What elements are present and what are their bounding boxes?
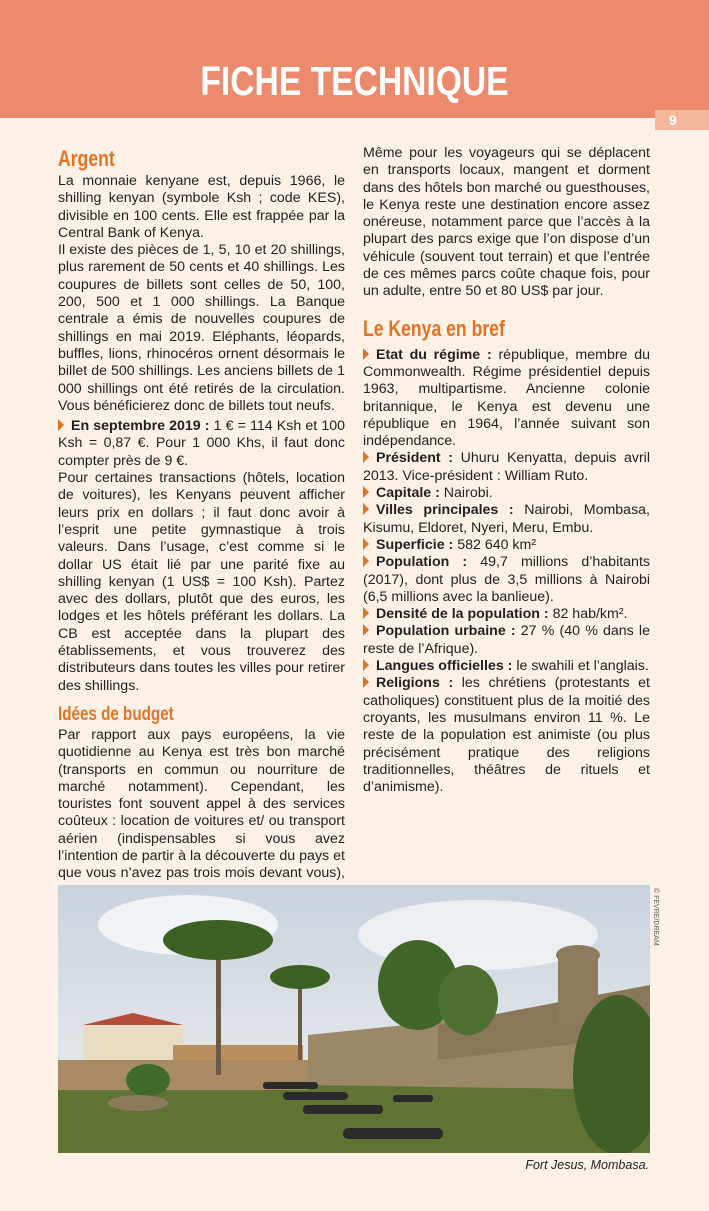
rate-text: 1 € = 114 Ksh et 100 Ksh = 0,87 €. Pour 1 000 Khs, il faut donc compter près de 9 €. (58, 418, 345, 469)
fact-text: république, membre du Commonwealth. Régime présidentiel depuis 1963, multipartisme. Ancienne colonie britannique, le Kenya est devenu une république en 1964, l’année suivant son indépendance. (363, 346, 650, 450)
budget-paragraph-2: Même pour les voyageurs qui se déplacent en transports locaux, mangent et dorment dans des hôtels bon marché ou guesthouses, le Kenya reste une destination encore assez onéreuse, notamment parce que l’accès à la plupart des parcs exige que l’on dispose d’un véhicule (souvent tout terrain) et que l’entrée de ces mêmes parcs coûte chaque fois, pour un adulte, entre 50 et 80 US$ par jour. (363, 145, 650, 300)
page-header (0, 0, 709, 118)
fact-label: Superficie : (376, 536, 454, 553)
photo-illustration (58, 885, 650, 1153)
kenya-fact-item (363, 502, 650, 537)
bullet-icon (58, 419, 64, 431)
page-number: 9 (669, 112, 677, 128)
kenya-fact-item (363, 450, 650, 485)
right-column (363, 145, 650, 796)
kenya-fact-item (363, 485, 650, 502)
kenya-heading: Le Kenya en bref (363, 315, 505, 341)
fact-text: les chrétiens (protestants et catholiques) constituent plus de la moitié des croyants, les musulmans environ 11 %. Le reste de la population est animiste (ou plus précisément pratique des religions traditionnelles, théâtres de rituels et d’animisme). (363, 675, 650, 796)
budget-heading: Idées de budget (58, 703, 174, 725)
kenya-fact-item (363, 675, 650, 796)
bullet-icon (363, 538, 369, 550)
rate-label: En septembre 2019 : (71, 418, 210, 435)
photo-credit (650, 888, 662, 968)
fact-text: 49,7 millions d’habitants (2017), dont plus de 3,5 millions à Nairobi (6,5 millions avec la banlieue). (363, 554, 650, 605)
fact-label: Capitale : (376, 485, 440, 502)
bullet-icon (363, 486, 369, 498)
argent-rate-paragraph (58, 418, 345, 470)
kenya-fact-item (363, 606, 650, 623)
fact-text: Uhuru Kenyatta, depuis avril 2013. Vice-président : William Ruto. (363, 450, 650, 484)
fact-label: Langues officielles : (376, 658, 513, 675)
fact-label: Religions : (376, 675, 454, 692)
bullet-icon (363, 624, 369, 636)
bullet-icon (363, 503, 369, 515)
fact-label: Population : (376, 554, 468, 571)
fact-text: le swahili et l’anglais. (512, 658, 649, 675)
fact-text: 582 640 km² (453, 536, 537, 553)
bullet-icon (363, 555, 369, 567)
bullet-icon (363, 659, 369, 671)
fact-label: Villes principales : (376, 502, 514, 519)
bullet-icon (363, 451, 369, 463)
fact-text: Nairobi. (439, 485, 493, 502)
kenya-fact-item (363, 554, 650, 606)
budget-paragraph-1: Par rapport aux pays européens, la vie quotidienne au Kenya est très bon marché (transports en commun ou nourriture de marché notamment). Cependant, les touristes font souvent appel à des services coûteux : location de voitures et/ ou transport aérien (indispensables si vous avez l’intention de partir à la découverte du pays et que vous n’avez pas trois mois devant vous), (58, 726, 345, 882)
fact-label: Président : (376, 450, 454, 467)
fact-label: Densité de la population : (376, 606, 549, 623)
fact-text: 82 hab/km². (548, 606, 628, 623)
argent-heading: Argent (58, 146, 115, 171)
bullet-icon (363, 607, 369, 619)
photo-caption: Fort Jesus, Mombasa. (525, 1158, 649, 1172)
kenya-fact-item (363, 623, 650, 658)
page-title: FICHE TECHNIQUE (200, 58, 509, 104)
left-column (58, 145, 345, 952)
kenya-fact-item (363, 347, 650, 451)
fact-text: Nairobi, Mombasa, Kisumu, Eldoret, Nyeri, Meru, Embu. (363, 502, 650, 536)
bullet-icon (363, 348, 369, 360)
argent-paragraph-4: Pour certaines transactions (hôtels, location de voitures), les Kenyans peuvent afficher leurs prix en dollars ; il faut donc avoir à l’esprit une petite gymnastique à trois valeurs. Dans l’usage, c’est comme si le dollar US était lié par une parité fixe au shilling kenyan (1 US$ = 100 Ksh). Partez avec des dollars, plutôt que des euros, les lodges et les hôtels préférant les dollars. La CB est acceptée dans la plupart des établissements, et vous trouverez des distributeurs dans toutes les villes pour retirer des shillings. (58, 470, 345, 694)
kenya-fact-item (363, 658, 650, 675)
kenya-fact-item (363, 537, 650, 554)
page-number-tab (655, 110, 709, 130)
bullet-icon (363, 676, 369, 688)
fact-text: 27 % (40 % dans le reste de l’Afrique). (363, 623, 650, 657)
argent-paragraph-2: Il existe des pièces de 1, 5, 10 et 20 shillings, plus rarement de 50 cents et 40 shillings. Les coupures de billets sont celles de 50, 100, 200, 500 et 1 000 shillings. La Banque centrale a émis de nouvelles coupures de shillings en mai 2019. Eléphants, léopards, buffles, lions, rhinocéros ornent désormais le billet de 500 shillings. Les anciens billets de 1 000 shillings ont été retirés de la circulation. Vous bénéficierez donc de billets tout neufs. (58, 242, 345, 414)
fact-label: Population urbaine : (376, 623, 516, 640)
fort-jesus-photo (58, 885, 650, 1153)
photo-credit-text: © FEVRE/DREAM (652, 888, 659, 946)
argent-paragraph-1: La monnaie kenyane est, depuis 1966, le shilling kenyan (symbole Ksh ; code KES), divisible en 100 cents. Elle est frappée par la Central Bank of Kenya. (58, 173, 345, 241)
fact-label: Etat du régime : (376, 346, 492, 363)
kenya-facts-list (363, 347, 650, 797)
